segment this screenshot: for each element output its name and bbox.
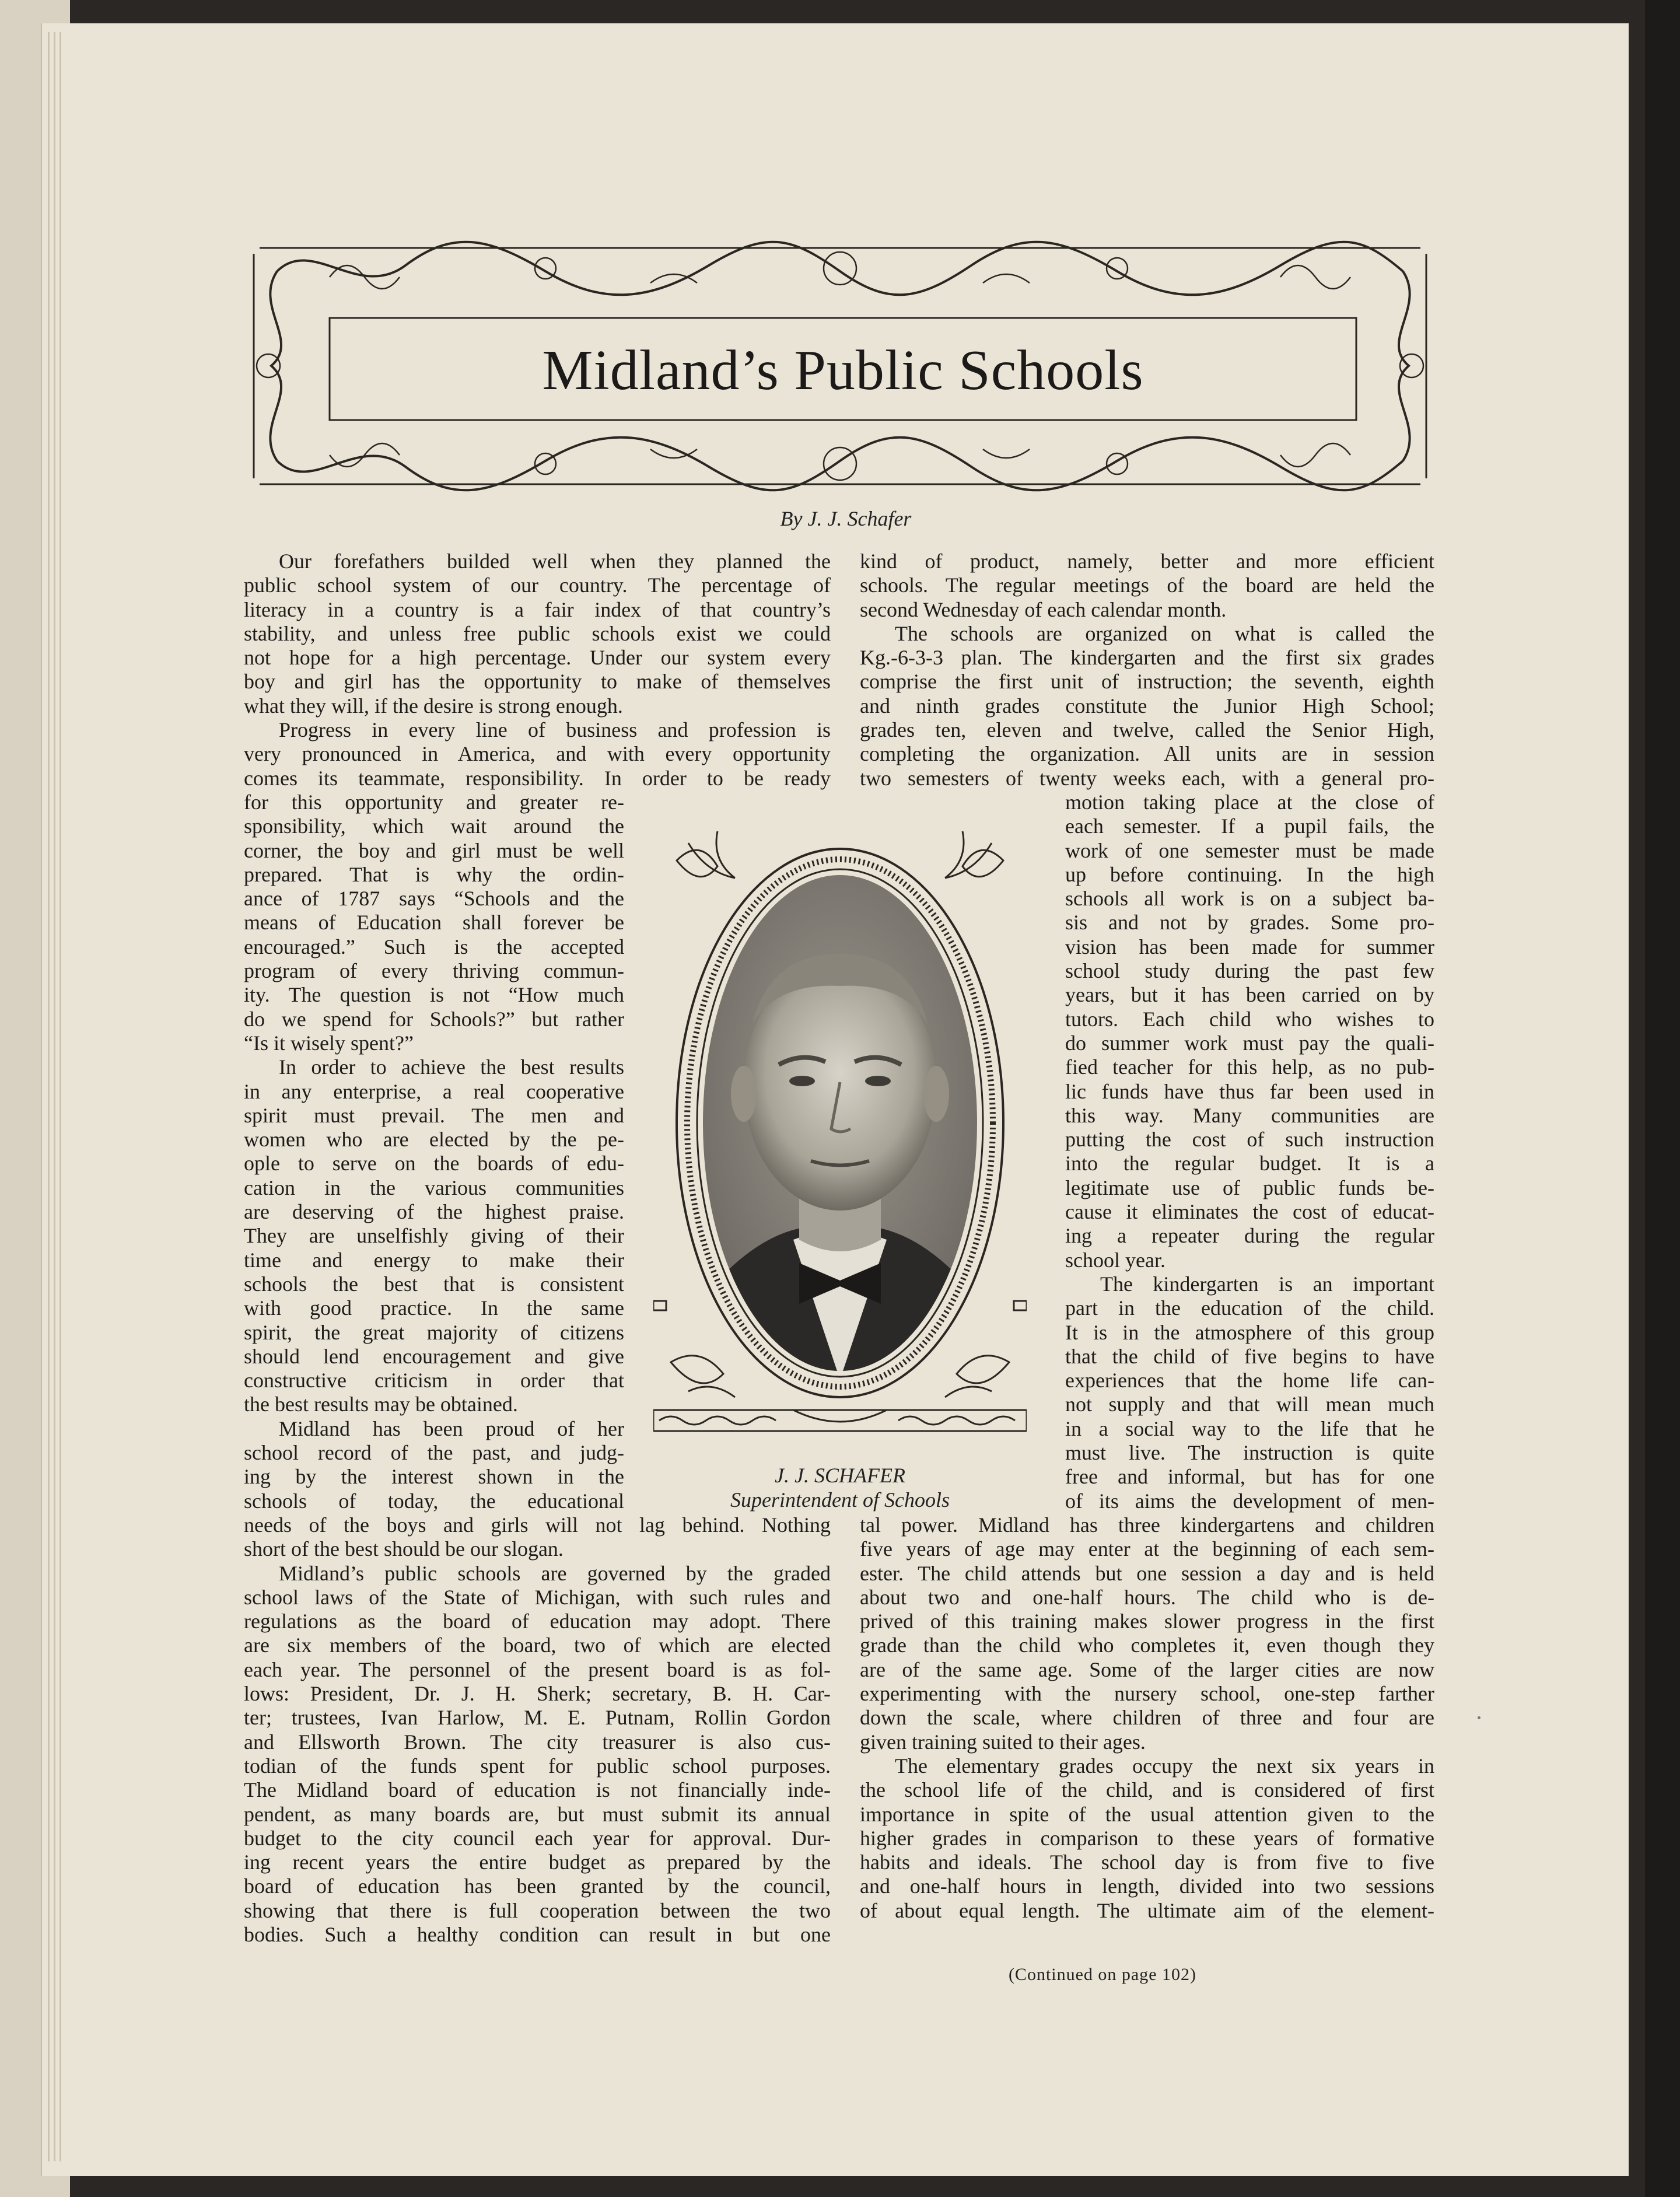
right-column-narrow xyxy=(1065,790,1434,1513)
page-title: Midland’s Public Schools xyxy=(542,339,1144,402)
text-line: lows: President, Dr. J. H. Sherk; secretary, B. H. Car- xyxy=(244,1682,831,1706)
text-line: given training suited to their ages. xyxy=(860,1730,1146,1754)
text-line: ing a repeater during the regular xyxy=(1065,1224,1434,1248)
text-line: each year. The personnel of the present board is as fol- xyxy=(244,1657,831,1681)
text-line: into the regular budget. It is a xyxy=(1065,1152,1434,1176)
text-line: importance in spite of the usual attention given to the xyxy=(860,1802,1434,1826)
text-line: about two and one-half hours. The child who is de- xyxy=(860,1585,1434,1609)
text-line: fied teacher for this help, as no pub- xyxy=(1065,1055,1434,1079)
text-line: It is in the atmosphere of this group xyxy=(1065,1320,1434,1344)
text-line: not supply and that will mean much xyxy=(1065,1393,1434,1416)
text-line: ing by the interest shown in the xyxy=(244,1465,624,1489)
page-edge xyxy=(60,32,61,2161)
text-line: experimenting with the nursery school, one-step farther xyxy=(860,1682,1434,1706)
text-line: Midland’s public schools are governed by the graded xyxy=(279,1561,831,1585)
text-line: with good practice. In the same xyxy=(244,1296,624,1320)
text-line: stability, and unless free public schools exist we could xyxy=(244,621,831,645)
text-line: ance of 1787 says “Schools and the xyxy=(244,887,624,911)
text-line: do we spend for Schools?” but rather xyxy=(244,1007,624,1031)
text-line: very pronounced in America, and with every opportunity xyxy=(244,742,831,766)
text-line: literacy in a country is a fair index of that country’s xyxy=(244,597,831,621)
text-line: regulations as the board of education may adopt. There xyxy=(244,1610,831,1633)
text-line: are deserving of the highest praise. xyxy=(244,1200,624,1224)
text-line: do summer work must pay the quali- xyxy=(1065,1031,1434,1055)
text-line: pendent, as many boards are, but must submit its annual xyxy=(244,1802,831,1826)
text-line: Progress in every line of business and profession is xyxy=(279,718,831,742)
text-line: grades ten, eleven and twelve, called the Senior High, xyxy=(860,718,1434,742)
text-line: work of one semester must be made xyxy=(1065,838,1434,862)
text-line: that the child of five begins to have xyxy=(1065,1344,1434,1368)
text-line: vision has been made for summer xyxy=(1065,935,1434,958)
text-line: each semester. If a pupil fails, the xyxy=(1065,814,1434,838)
portrait-caption xyxy=(653,1463,1027,1512)
text-line: women who are elected by the pe- xyxy=(244,1128,624,1152)
portrait-photo xyxy=(653,820,1027,1456)
text-line: The kindergarten is an important xyxy=(1100,1272,1434,1296)
title-banner xyxy=(242,236,1438,496)
text-line: Our forefathers builded well when they planned the xyxy=(279,550,831,573)
text-line: lic funds have thus far been used in xyxy=(1065,1079,1434,1103)
text-line: means of Education shall forever be xyxy=(244,911,624,935)
text-line: budget to the city council each year for approval. Dur- xyxy=(244,1826,831,1850)
page-edge xyxy=(54,32,55,2161)
text-line: grade than the child who completes it, even though they xyxy=(860,1633,1434,1657)
text-line: ter; trustees, Ivan Harlow, M. E. Putnam, Rollin Gordon xyxy=(244,1706,831,1730)
text-line: school record of the past, and judg- xyxy=(244,1441,624,1465)
text-line: ity. The question is not “How much xyxy=(244,983,624,1007)
text-line: motion taking place at the close of xyxy=(1065,790,1434,814)
text-line: showing that there is full cooperation between the two xyxy=(244,1898,831,1922)
text-line: this way. Many communities are xyxy=(1065,1103,1434,1127)
speck xyxy=(1478,1716,1480,1719)
portrait-frame-icon xyxy=(653,820,1027,1456)
text-line: In order to achieve the best results xyxy=(279,1055,624,1079)
text-line: ople to serve on the boards of edu- xyxy=(244,1152,624,1176)
text-line: habits and ideals. The school day is from five to five xyxy=(860,1850,1434,1874)
left-column-top xyxy=(244,550,831,790)
text-line: encouraged.” Such is the accepted xyxy=(244,935,624,958)
text-line: must live. The instruction is quite xyxy=(1065,1441,1434,1465)
text-line: comprise the first unit of instruction; the seventh, eighth xyxy=(860,670,1434,694)
caption-name: J. J. SCHAFER xyxy=(775,1464,905,1487)
text-line: putting the cost of such instruction xyxy=(1065,1128,1434,1152)
text-line: in a social way to the life that he xyxy=(1065,1416,1434,1440)
text-line: The elementary grades occupy the next six years in xyxy=(895,1754,1434,1778)
text-line: prived of this training makes slower progress in the first xyxy=(860,1610,1434,1633)
text-line: are six members of the board, two of which are elected xyxy=(244,1633,831,1657)
text-line: ester. The child attends but one session a day and is held xyxy=(860,1561,1434,1585)
text-line: legitimate use of public funds be- xyxy=(1065,1176,1434,1199)
text-line: higher grades in comparison to these years of formative xyxy=(860,1826,1434,1850)
text-line: todian of the funds spent for public school purposes. xyxy=(244,1754,831,1778)
text-line: They are unselfishly giving of their xyxy=(244,1224,624,1248)
text-line: up before continuing. In the high xyxy=(1065,862,1434,886)
text-line: school laws of the State of Michigan, with such rules and xyxy=(244,1585,831,1609)
text-line: not hope for a high percentage. Under our system every xyxy=(244,646,831,670)
text-line: spirit must prevail. The men and xyxy=(244,1103,624,1127)
text-line: in any enterprise, a real cooperative xyxy=(244,1079,624,1103)
text-line: The Midland board of education is not financially inde- xyxy=(244,1778,831,1802)
text-line: sponsibility, which wait around the xyxy=(244,814,624,838)
text-line: completing the organization. All units are in session xyxy=(860,742,1434,766)
text-line: the school life of the child, and is considered of first xyxy=(860,1778,1434,1802)
text-line: the best results may be obtained. xyxy=(244,1393,518,1416)
text-line: program of every thriving commun- xyxy=(244,959,624,983)
text-line: second Wednesday of each calendar month. xyxy=(860,597,1227,621)
continued-note: (Continued on page 102) xyxy=(1008,1965,1197,1984)
text-line: of its aims the development of men- xyxy=(1065,1489,1434,1513)
text-line: cation in the various communities xyxy=(244,1176,624,1199)
text-line: schools of today, the educational xyxy=(244,1489,624,1513)
right-column-top xyxy=(860,550,1434,790)
text-line: “Is it wisely spent?” xyxy=(244,1031,414,1055)
text-line: spirit, the great majority of citizens xyxy=(244,1320,624,1344)
text-line: and Ellsworth Brown. The city treasurer is also cus- xyxy=(244,1730,831,1754)
text-line: should lend encouragement and give xyxy=(244,1344,624,1368)
text-line: tal power. Midland has three kindergartens and children xyxy=(860,1513,1434,1537)
text-line: tutors. Each child who wishes to xyxy=(1065,1007,1434,1031)
text-line: and one-half hours in length, divided into two sessions xyxy=(860,1874,1434,1898)
text-line: experiences that the home life can- xyxy=(1065,1369,1434,1393)
caption-title: Superintendent of Schools xyxy=(730,1488,950,1512)
text-line: years, but it has been carried on by xyxy=(1065,983,1434,1007)
text-line: of about equal length. The ultimate aim of the element- xyxy=(860,1898,1434,1922)
text-line: free and informal, but has for one xyxy=(1065,1465,1434,1489)
text-line: kind of product, namely, better and more efficient xyxy=(860,550,1434,573)
text-line: comes its teammate, responsibility. In order to be ready xyxy=(244,766,831,790)
page-edge xyxy=(48,32,50,2161)
text-line: two semesters of twenty weeks each, with a general pro- xyxy=(860,766,1434,790)
text-line: corner, the boy and girl must be well xyxy=(244,838,624,862)
text-line: cause it eliminates the cost of educat- xyxy=(1065,1200,1434,1224)
text-line: ing recent years the entire budget as prepared by the xyxy=(244,1850,831,1874)
text-line: part in the education of the child. xyxy=(1065,1296,1434,1320)
text-line: Kg.-6-3-3 plan. The kindergarten and the first six grades xyxy=(860,646,1434,670)
text-line: five years of age may enter at the beginning of each sem- xyxy=(860,1537,1434,1561)
text-line: boy and girl has the opportunity to make of themselves xyxy=(244,670,831,694)
text-line: schools all work is on a subject ba- xyxy=(1065,887,1434,911)
text-line: school year. xyxy=(1065,1248,1166,1272)
text-line: short of the best should be our slogan. xyxy=(244,1537,564,1561)
text-line: prepared. That is why the ordin- xyxy=(244,862,624,886)
byline: By J. J. Schafer xyxy=(780,507,912,530)
text-line: public school system of our country. The percentage of xyxy=(244,573,831,597)
left-column-bottom xyxy=(244,1513,831,1947)
text-line: what they will, if the desire is strong enough. xyxy=(244,694,623,718)
text-line: board of education has been granted by the council, xyxy=(244,1874,831,1898)
text-line: down the scale, where children of three and four are xyxy=(860,1706,1434,1730)
right-column-bottom xyxy=(860,1513,1434,1923)
text-line: school study during the past few xyxy=(1065,959,1434,983)
text-line: schools. The regular meetings of the board are held the xyxy=(860,573,1434,597)
text-line: for this opportunity and greater re- xyxy=(244,790,624,814)
background-edge xyxy=(1645,0,1680,2197)
left-column-narrow xyxy=(244,790,624,1513)
text-line: sis and not by grades. Some pro- xyxy=(1065,911,1434,935)
text-line: needs of the boys and girls will not lag behind. Nothing xyxy=(244,1513,831,1537)
text-line: schools the best that is consistent xyxy=(244,1272,624,1296)
text-line: bodies. Such a healthy condition can result in but one xyxy=(244,1923,831,1947)
text-line: and ninth grades constitute the Junior High School; xyxy=(860,694,1434,718)
text-line: constructive criticism in order that xyxy=(244,1369,624,1393)
text-line: are of the same age. Some of the larger cities are now xyxy=(860,1657,1434,1681)
text-line: The schools are organized on what is called the xyxy=(895,621,1434,645)
text-line: time and energy to make their xyxy=(244,1248,624,1272)
text-line: Midland has been proud of her xyxy=(279,1416,624,1440)
